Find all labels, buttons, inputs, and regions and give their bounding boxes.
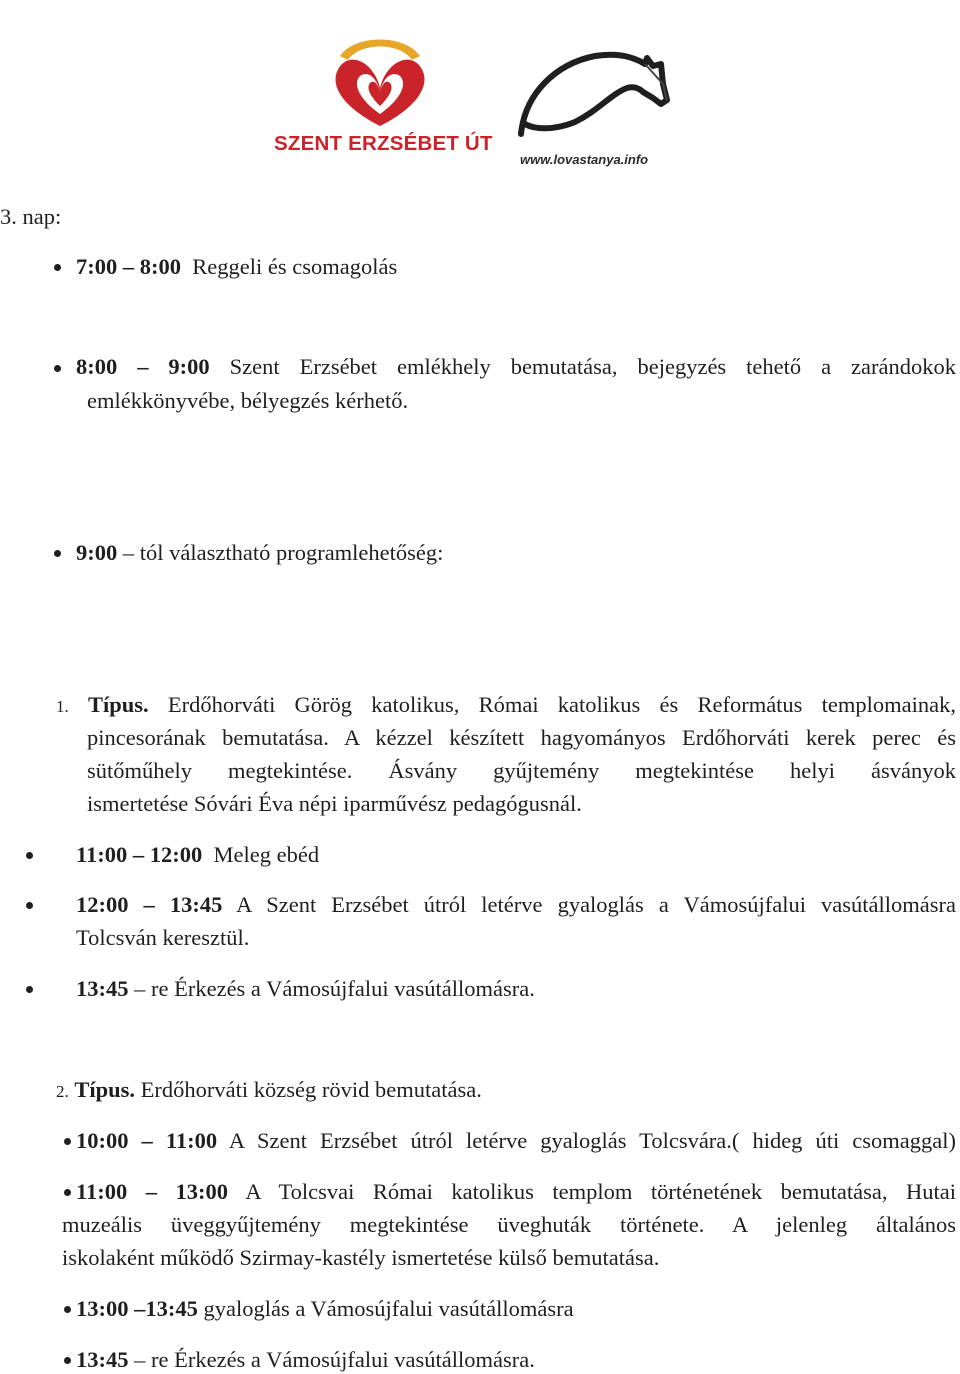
type1-block [56,694,956,717]
type2-item [76,1349,535,1372]
item-text: – re Érkezés a Vámosújfalui vasútállomásra. [134,1347,535,1372]
schedule-item [76,542,443,565]
item-text: Meleg ebéd [213,842,320,867]
schedule-time: 9:00 [76,540,118,565]
item-time: 10:00 – 11:00 [76,1128,218,1153]
type1-line: Erdőhorváti Görög katolikus, Római katolikus és Református templomainak, [167,692,956,717]
schedule-line: 8:00 – 9:00 Szent Erzsébet emlékhely bemutatása, bejegyzés tehető a zarándokok [76,354,956,379]
bullet-icon [64,1306,71,1313]
item-time: 13:45 [76,1347,129,1372]
bullet-icon [26,986,33,993]
type2-text: Erdőhorváti község rövid bemutatása. [140,1077,482,1102]
header-logos [260,20,700,180]
schedule-time: 7:00 – 8:00 [76,254,181,279]
type1-number: 1. [56,697,69,716]
schedule-line: emlékkönyvébe, bélyegzés kérhető. [87,388,409,413]
item-text: Tolcsván keresztül. [76,925,250,950]
type2-item [76,1298,574,1321]
bullet-icon [26,852,33,859]
type1-line: sütőműhely megtekintése. Ásvány gyűjtemény megtekintése helyi ásványok [87,758,956,783]
bullet-icon [54,264,61,271]
bullet-icon [54,550,61,557]
bullet-icon [54,365,61,372]
type2-label: Típus. [74,1077,136,1102]
day-title: 3. nap: [0,204,62,229]
schedule-text: Reggeli és csomagolás [192,254,398,279]
type1-item: 12:00 – 13:45 A Szent Erzsébet útról letérve gyaloglás a Vámosújfalui vasútállomásra [76,892,956,917]
type1-line: ismertetése Sóvári Éva népi iparművész pedagógusnál. [87,791,582,816]
gold-arc [340,40,420,61]
logo-left-text: SZENT ERZSÉBET ÚT [274,132,493,155]
schedule-item [76,256,397,279]
type1-item [76,844,319,867]
item-time: 12:00 – 13:45 [76,892,223,917]
type1-line: pincesorának bemutatása. A kézzel készített hagyományos Erdőhorváti kerek perec és [87,725,956,750]
type2-heading [56,1079,482,1102]
item-text: gyaloglás a Vámosújfalui vasútállomásra [203,1296,574,1321]
bullet-icon [64,1138,71,1145]
item-time: 13:45 [76,976,129,1001]
logo-right-text: www.lovastanya.info [520,152,649,167]
item-text: iskolaként működő Szirmay-kastély ismertetése külső bemutatása. [62,1245,660,1270]
item-time: 11:00 – 12:00 [76,842,203,867]
szent-erzsebet-logo [320,26,440,136]
item-time: 11:00 – 13:00 [76,1179,229,1204]
type2-item: 10:00 – 11:00 A Szent Erzsébet útról letérve gyaloglás Tolcsvára.( hideg úti csomaggal) [76,1128,956,1153]
bullet-icon [64,1189,71,1196]
item-time: 13:00 –13:45 [76,1296,198,1321]
schedule-time: 8:00 – 9:00 [76,354,210,379]
type2-item: 11:00 – 13:00 A Tolcsvai Római katolikus templom történetének bemutatása, Hutai [76,1179,956,1204]
horse-curve [521,55,667,134]
bullet-icon [26,902,33,909]
type1-item [76,978,535,1001]
type1-label: Típus. [87,692,149,717]
horse-logo [515,44,675,144]
schedule-item [76,356,956,379]
schedule-text: – tól választható programlehetőség: [122,540,444,565]
type2-number: 2. [56,1082,69,1101]
item-text: muzeális üveggyűjtemény megtekintése üveghuták története. A jelenleg általános [62,1212,956,1237]
item-text: – re Érkezés a Vámosújfalui vasútállomásra. [134,976,535,1001]
bullet-icon [64,1357,71,1364]
